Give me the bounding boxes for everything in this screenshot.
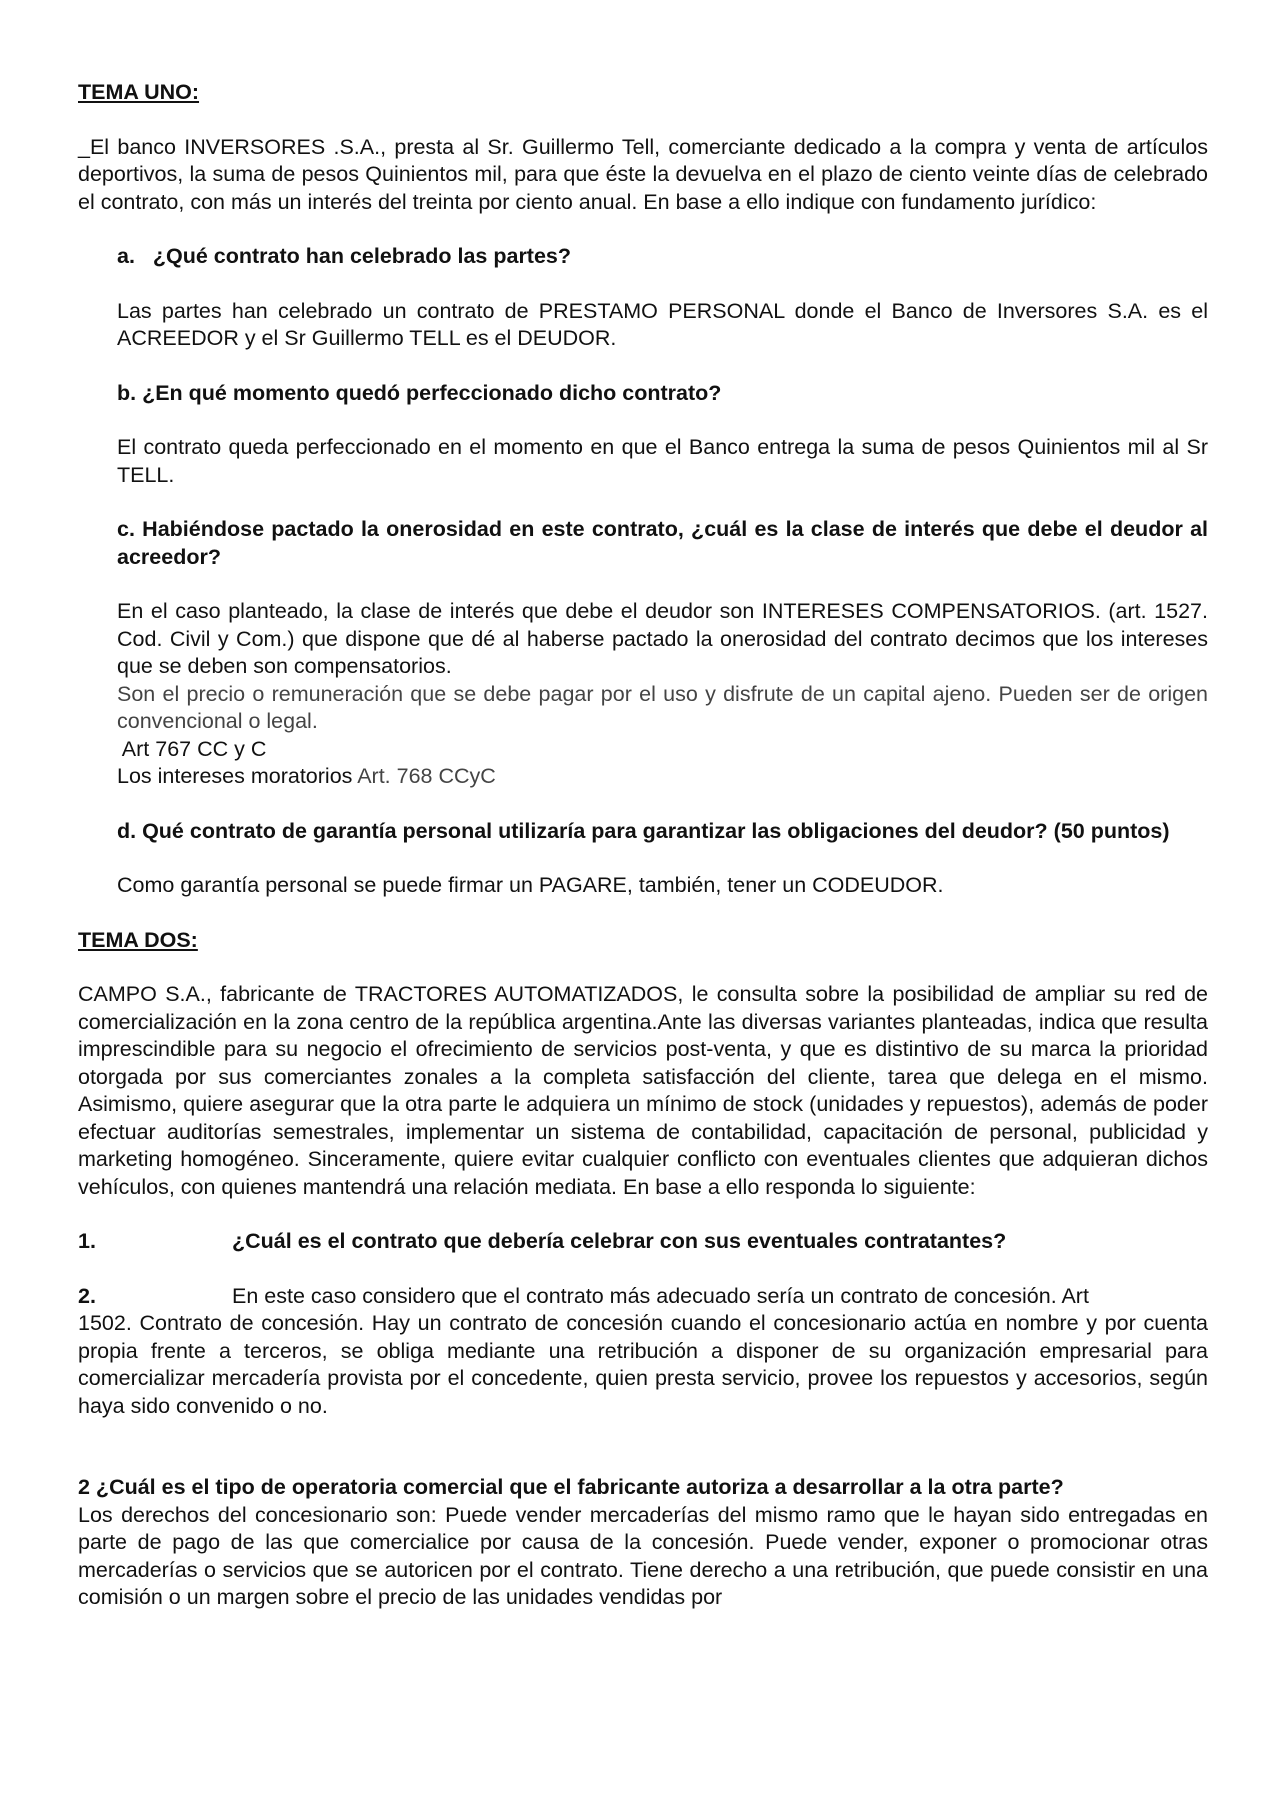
- answer-d: Como garantía personal se puede firmar un PAGARE, también, tener un CODEUDOR.: [117, 873, 944, 897]
- question-a-text: ¿Qué contrato han celebrado las partes?: [152, 244, 572, 268]
- question-1: [78, 1228, 1208, 1256]
- answer-c-moratorios: [117, 763, 1208, 791]
- document-page: [78, 79, 1208, 1612]
- answer-1-first-line: En este caso considero que el contrato más adecuado sería un contrato de concesión. Art: [232, 1283, 1089, 1308]
- question-c: c. Habiéndose pactado la onerosidad en este contrato, ¿cuál es la clase de interés que debe el deudor al acreedor?: [117, 517, 1208, 569]
- answer-c-article: Art 767 CC y C: [117, 736, 267, 761]
- tema-uno-intro: _El banco INVERSORES .S.A., presta al Sr. Guillermo Tell, comerciante dedicado a la compra y venta de artículos deportivos, la suma de pesos Quinientos mil, para que éste la devuelva en el plazo de ciento veinte días de celebrado el contrato, con más un interés del treinta por ciento anual. En base a ello indique con fundamento jurídico:: [78, 134, 1208, 214]
- question-a: [117, 243, 1208, 271]
- moratorios-label: Los intereses moratorios: [117, 764, 358, 788]
- question-1-text: ¿Cuál es el contrato que debería celebrar con sus eventuales contratantes?: [232, 1229, 1007, 1253]
- question-2: 2 ¿Cuál es el tipo de operatoria comercial que el fabricante autoriza a desarrollar a la otra parte?: [78, 1475, 1064, 1499]
- answer-1: [78, 1283, 1208, 1421]
- question-a-marker: a.: [117, 244, 135, 268]
- tema-uno-questions: [117, 243, 1208, 900]
- answer-1-number: 2.: [78, 1283, 96, 1308]
- answer-a: Las partes han celebrado un contrato de PRESTAMO PERSONAL donde el Banco de Inversores S.A. es el ACREEDOR y el Sr Guillermo TELL es el DEUDOR.: [117, 298, 1208, 350]
- answer-c-definition: Son el precio o remuneración que se debe pagar por el uso y disfrute de un capital ajeno. Pueden ser de origen convencional o legal.: [117, 681, 1208, 733]
- answer-1-body: 1502. Contrato de concesión. Hay un contrato de concesión cuando el concesionario actúa en nombre y por cuenta propia frente a terceros, se obliga mediante una retribución a disponer de su organización empresarial para comercializar mercadería provista por el concedente, quien presta servicio, provee los repuestos y accesorios, según haya sido convenido o no.: [78, 1311, 1208, 1418]
- answer-b: El contrato queda perfeccionado en el momento en que el Banco entrega la suma de pesos Quinientos mil al Sr TELL.: [117, 435, 1208, 487]
- tema-uno-heading: TEMA UNO:: [78, 80, 200, 104]
- question-d: d. Qué contrato de garantía personal utilizaría para garantizar las obligaciones del deudor? (50 puntos): [117, 818, 1170, 843]
- answer-c-paragraph: En el caso planteado, la clase de interés que debe el deudor son INTERESES COMPENSATORIOS. (art. 1527. Cod. Civil y Com.) que dispone que dé al haberse pactado la onerosidad del contrato decimos que los intereses que se deben son compensatorios.: [117, 599, 1208, 678]
- tema-dos-intro: CAMPO S.A., fabricante de TRACTORES AUTOMATIZADOS, le consulta sobre la posibilidad de ampliar su red de comercialización en la zona centro de la república argentina.Ante las diversas variantes planteadas, indica que resulta imprescindible para su negocio el ofrecimiento de servicios post-venta, y que es distintivo de su marca la prioridad otorgada por sus comerciantes zonales a la completa satisfacción del cliente, tarea que delega en el mismo. Asimismo, quiere asegurar que la otra parte le adquiera un mínimo de stock (unidades y repuestos), además de poder efectuar auditorías semestrales, implementar un sistema de contabilidad, capacitación de personal, publicidad y marketing homogéneo. Sinceramente, quiere evitar cualquier conflicto con eventuales clientes que adquieran dichos vehículos, con quienes mantendrá una relación mediata. En base a ello responda lo siguiente:: [78, 982, 1208, 1199]
- moratorios-article: Art. 768 CCyC: [357, 764, 496, 788]
- question-b: b. ¿En qué momento quedó perfeccionado dicho contrato?: [117, 380, 722, 405]
- question-1-number: 1.: [78, 1229, 96, 1253]
- tema-dos-heading: TEMA DOS:: [78, 927, 198, 952]
- answer-2: Los derechos del concesionario son: Puede vender mercaderías del mismo ramo que le hayan sido entregadas en parte de pago de las que comercialice por causa de la concesión. Puede vender, exponer o promocionar otras mercaderías o servicios que se autoricen por el contrato. Tiene derecho a una retribución, que puede consistir en una comisión o un margen sobre el precio de las unidades vendidas por: [78, 1502, 1208, 1609]
